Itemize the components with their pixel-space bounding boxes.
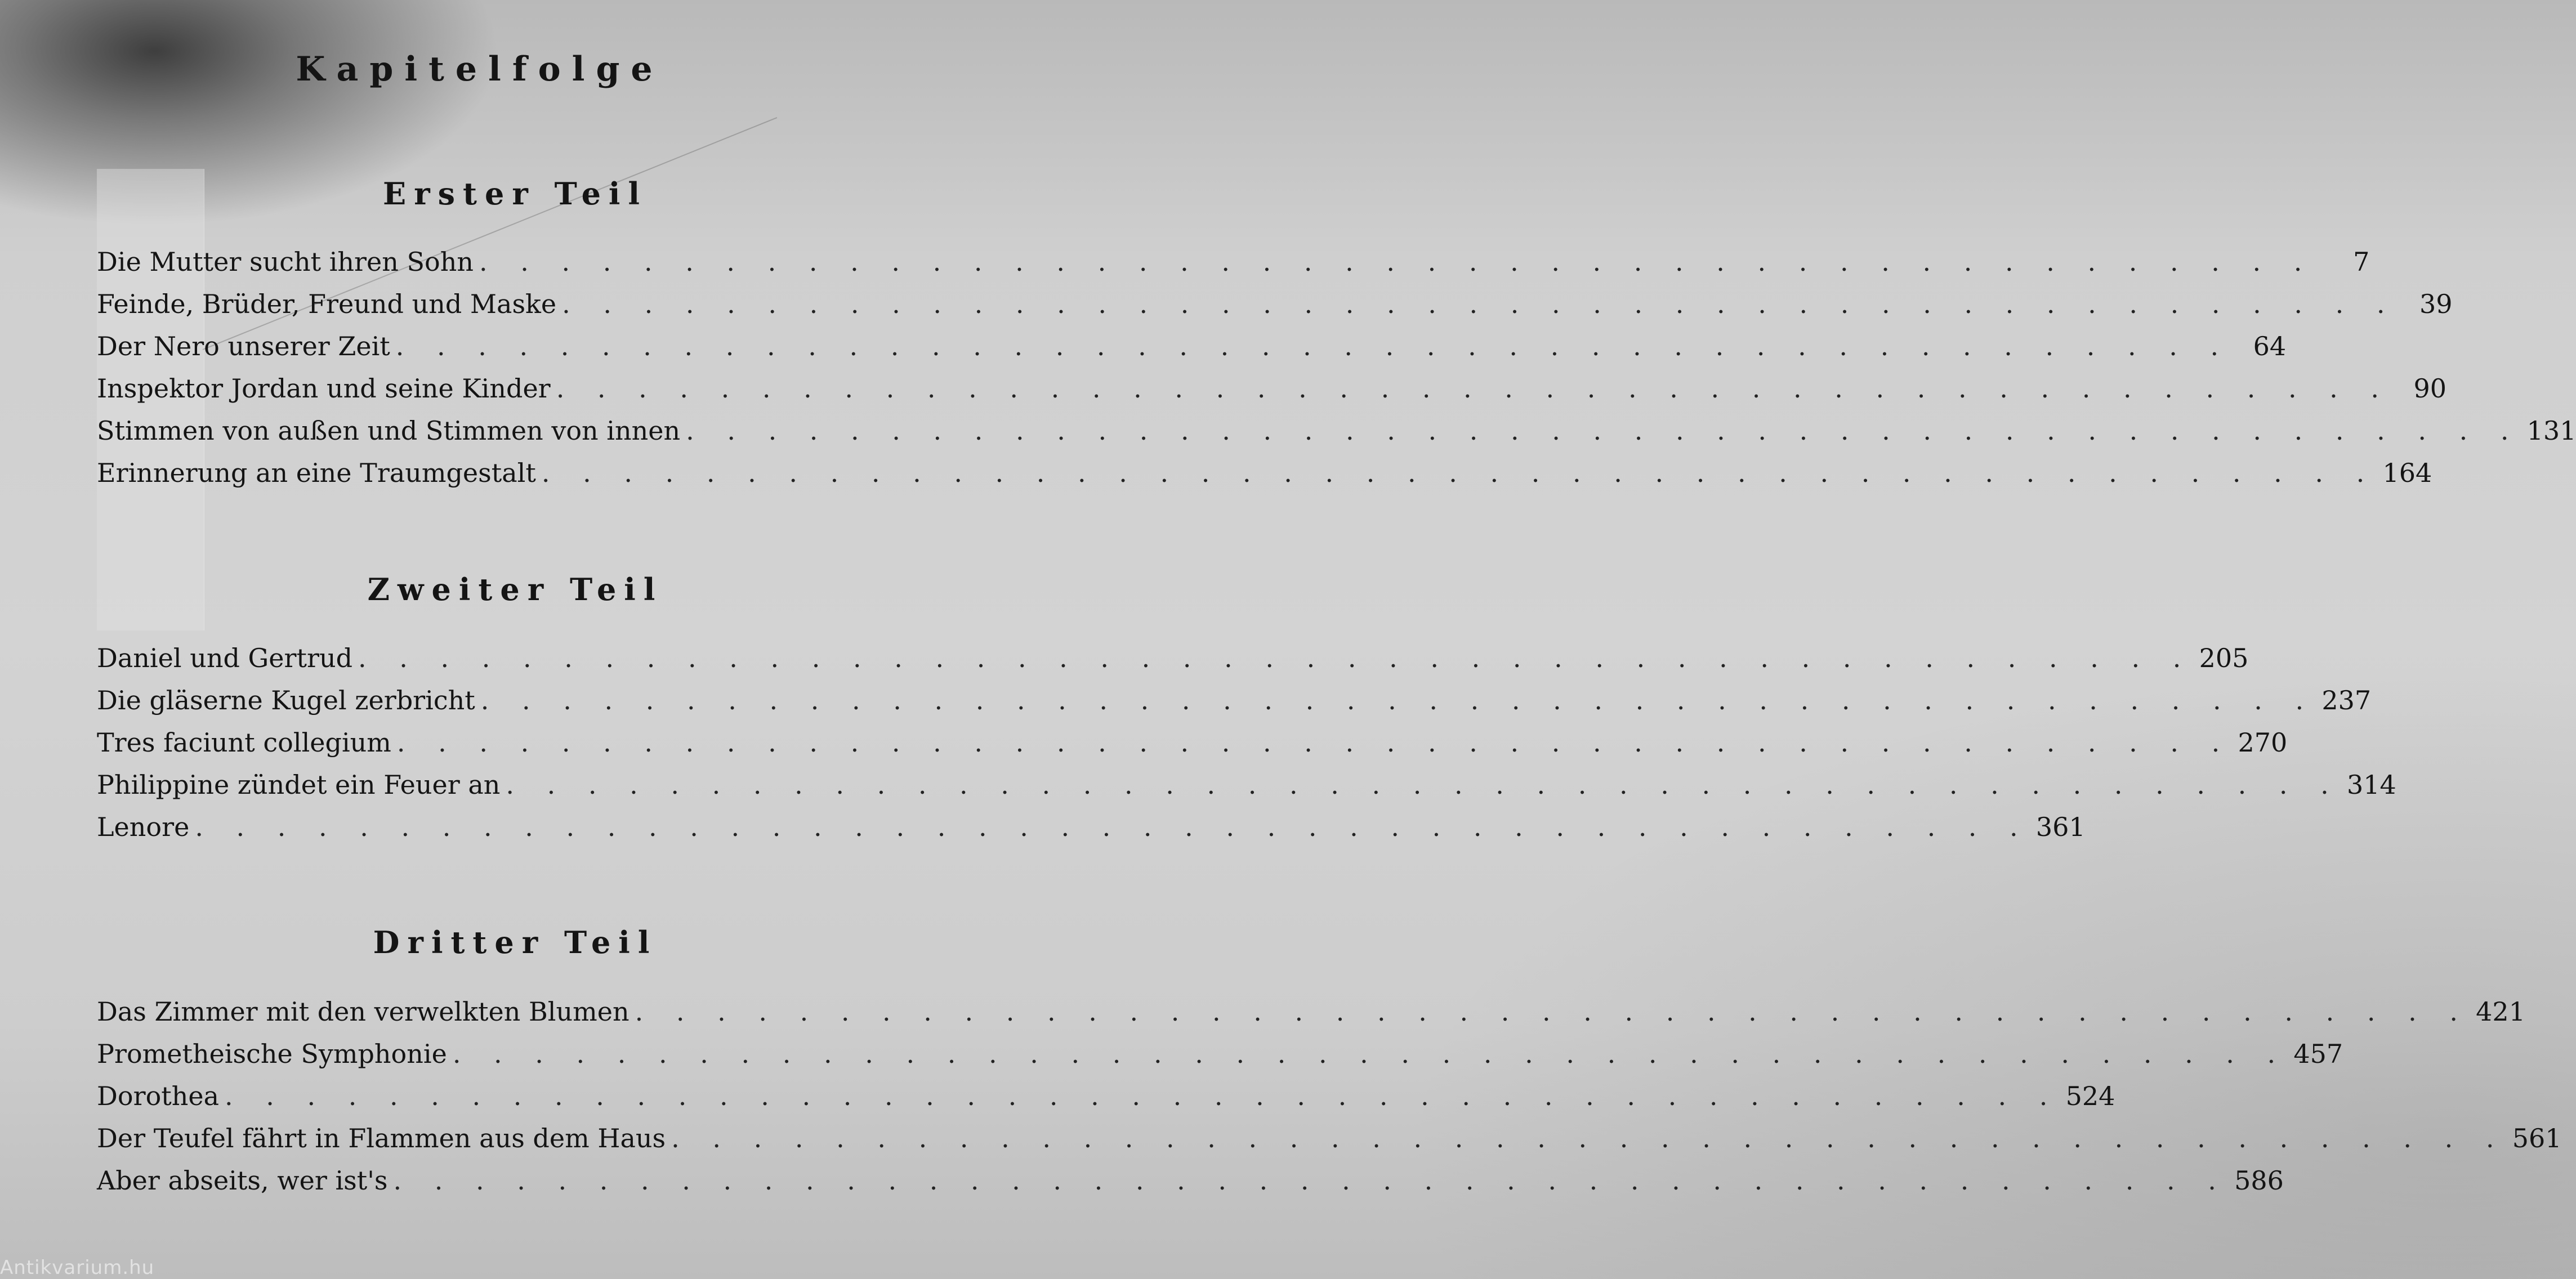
dot-leader: . . . . . . . . . . . . . . . . . . . . . . . . . . . . . . . . . . . . . . . . . . . . . [358, 643, 2194, 673]
toc-entry [97, 801, 2086, 843]
watermark-text: Antikvarium.hu [0, 1256, 155, 1279]
toc-entry [97, 278, 2453, 320]
toc-section-3 [97, 985, 2562, 1196]
dot-leader: . . . . . . . . . . . . . . . . . . . . . . . . . . . . . . . . . . . . . . . . . . . . . [225, 1081, 2060, 1111]
entry-page-number: 64 [2253, 331, 2287, 361]
toc-entry [97, 758, 2396, 801]
entry-title: Erinnerung an eine Traumgestalt [97, 458, 536, 488]
entry-title: Inspektor Jordan und seine Kinder [97, 373, 551, 404]
entry-page-number: 205 [2199, 643, 2249, 673]
entry-page-number: 237 [2321, 685, 2372, 715]
entry-page-number: 164 [2382, 458, 2432, 488]
toc-entry [97, 674, 2372, 716]
toc-entry [97, 446, 2432, 489]
entry-title: Aber abseits, wer ist's [97, 1165, 388, 1196]
dot-leader: . . . . . . . . . . . . . . . . . . . . . . . . . . . . . . . . . . . . . . . . . . . . . [541, 458, 2377, 488]
entry-page-number: 270 [2238, 727, 2288, 758]
entry-page-number: 314 [2346, 770, 2396, 800]
dot-leader: . . . . . . . . . . . . . . . . . . . . . . . . . . . . . . . . . . . . . . . . . . . . . [671, 1123, 2507, 1153]
entry-title: Daniel und Gertrud [97, 643, 353, 673]
entry-title: Der Nero unserer Zeit [97, 331, 390, 361]
dot-leader: . . . . . . . . . . . . . . . . . . . . . . . . . . . . . . . . . . . . . . . . . . . . . [562, 289, 2398, 319]
dot-leader: . . . . . . . . . . . . . . . . . . . . . . . . . . . . . . . . . . . . . . . . . . . . . [395, 331, 2231, 361]
entry-title: Der Teufel fährt in Flammen aus dem Haus [97, 1123, 666, 1153]
entry-title: Prometheische Symphonie [97, 1039, 447, 1069]
toc-section-1 [97, 235, 2576, 489]
entry-title: Stimmen von außen und Stimmen von innen [97, 415, 681, 446]
section-heading-erster-teil: Erster Teil [383, 176, 648, 212]
dot-leader: . . . . . . . . . . . . . . . . . . . . . . . . . . . . . . . . . . . . . . . . . . . . . [195, 812, 2030, 842]
dot-leader: . . . . . . . . . . . . . . . . . . . . . . . . . . . . . . . . . . . . . . . . . . . . . [635, 996, 2470, 1027]
entry-title: Philippine zündet ein Feuer an [97, 770, 501, 800]
toc-entry [97, 235, 2370, 278]
section-heading-zweiter-teil: Zweiter Teil [367, 571, 663, 607]
section-heading-dritter-teil: Dritter Teil [373, 924, 658, 960]
entry-title: Tres faciunt collegium [97, 727, 391, 758]
entry-page-number: 39 [2419, 289, 2453, 319]
dot-leader: . . . . . . . . . . . . . . . . . . . . . . . . . . . . . . . . . . . . . . . . . . . . . [686, 415, 2521, 446]
dot-leader: . . . . . . . . . . . . . . . . . . . . . . . . . . . . . . . . . . . . . . . . . . . . . [452, 1039, 2288, 1069]
entry-title: Die gläserne Kugel zerbricht [97, 685, 475, 715]
entry-page-number: 361 [2035, 812, 2086, 842]
entry-page-number: 561 [2512, 1123, 2562, 1153]
dot-leader: . . . . . . . . . . . . . . . . . . . . . . . . . . . . . . . . . . . . . . . . . . . . . [393, 1165, 2229, 1196]
dot-leader: . . . . . . . . . . . . . . . . . . . . . . . . . . . . . . . . . . . . . . . . . . . . . [556, 373, 2392, 404]
page-title: Kapitelfolge [296, 50, 664, 89]
toc-entry [97, 404, 2576, 446]
dot-leader: . . . . . . . . . . . . . . . . . . . . . . . . . . . . . . . . . . . . . . . . . . . . . [506, 770, 2341, 800]
entry-title: Die Mutter sucht ihren Sohn [97, 247, 474, 277]
entry-page-number: 586 [2234, 1165, 2284, 1196]
toc-entry [97, 985, 2525, 1027]
entry-title: Das Zimmer mit den verwelkten Blumen [97, 996, 630, 1027]
entry-page-number: 524 [2065, 1081, 2115, 1111]
dot-leader: . . . . . . . . . . . . . . . . . . . . . . . . . . . . . . . . . . . . . . . . . . . . . [480, 685, 2316, 715]
toc-entry [97, 320, 2287, 362]
entry-page-number: 131 [2526, 415, 2576, 446]
toc-entry [97, 1070, 2115, 1112]
entry-title: Lenore [97, 812, 190, 842]
toc-entry [97, 362, 2447, 404]
entry-title: Dorothea [97, 1081, 220, 1111]
entry-page-number: 457 [2293, 1039, 2343, 1069]
toc-entry [97, 1112, 2562, 1154]
entry-page-number: 421 [2476, 996, 2525, 1027]
toc-entry [97, 1154, 2284, 1196]
entry-page-number: 7 [2353, 247, 2370, 277]
toc-entry [97, 1027, 2343, 1070]
dot-leader: . . . . . . . . . . . . . . . . . . . . . . . . . . . . . . . . . . . . . . . . . . . . . [479, 247, 2315, 277]
toc-section-2 [97, 632, 2396, 843]
toc-entry [97, 632, 2249, 674]
entry-page-number: 90 [2413, 373, 2447, 404]
entry-title: Feinde, Brüder, Freund und Maske [97, 289, 557, 319]
dot-leader: . . . . . . . . . . . . . . . . . . . . . . . . . . . . . . . . . . . . . . . . . . . . . [396, 727, 2233, 758]
toc-entry [97, 716, 2288, 758]
